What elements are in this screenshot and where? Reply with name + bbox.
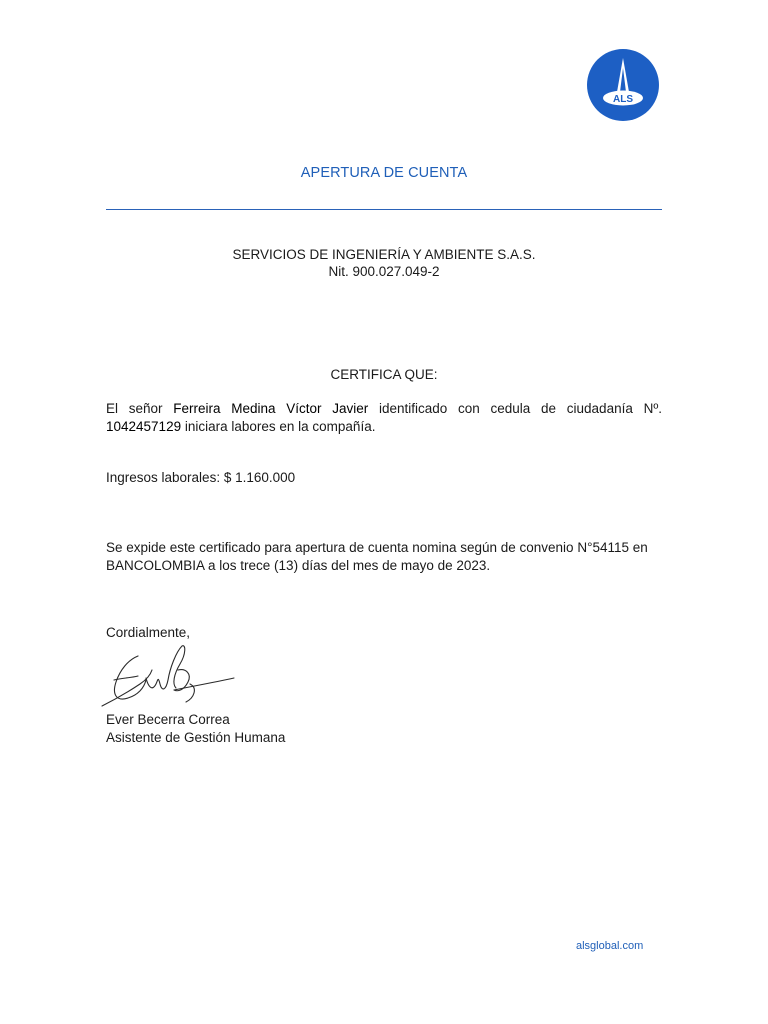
p1-prefix: El señor — [106, 401, 174, 416]
issuance-paragraph: Se expide este certificado para apertura de cuenta nomina según de convenio N°54115 en BANCOLOMBIA a los trece (13) días del mes de mayo de 2023. — [106, 540, 648, 573]
document-title: APERTURA DE CUENTA — [300, 165, 468, 181]
signer-name: Ever Becerra Correa — [106, 712, 230, 727]
signature-image — [94, 640, 244, 716]
employee-paragraph — [106, 400, 662, 435]
p1-middle: identificado con cedula de ciudadanía Nº. — [368, 401, 663, 416]
signer-block — [106, 711, 285, 746]
closing-text: Cordialmente, — [106, 625, 191, 640]
income-line: Ingresos laborales: $ 1.160.000 — [106, 470, 296, 485]
signer-role: Asistente de Gestión Humana — [106, 729, 286, 745]
title-divider — [106, 209, 662, 210]
company-block — [0, 246, 768, 280]
logo-text: ALS — [613, 94, 633, 105]
p1-suffix: iniciara labores en la compañía. — [181, 418, 376, 434]
als-logo — [586, 48, 660, 122]
certifies-heading: CERTIFICA QUE: — [330, 367, 438, 382]
id-number: 1042457129 — [106, 418, 182, 434]
company-name: SERVICIOS DE INGENIERÍA Y AMBIENTE S.A.S. — [232, 247, 536, 262]
company-nit: Nit. 900.027.049-2 — [328, 264, 440, 279]
footer-website: alsglobal.com — [576, 940, 644, 952]
employee-name: Ferreira Medina Víctor Javier — [173, 401, 369, 416]
